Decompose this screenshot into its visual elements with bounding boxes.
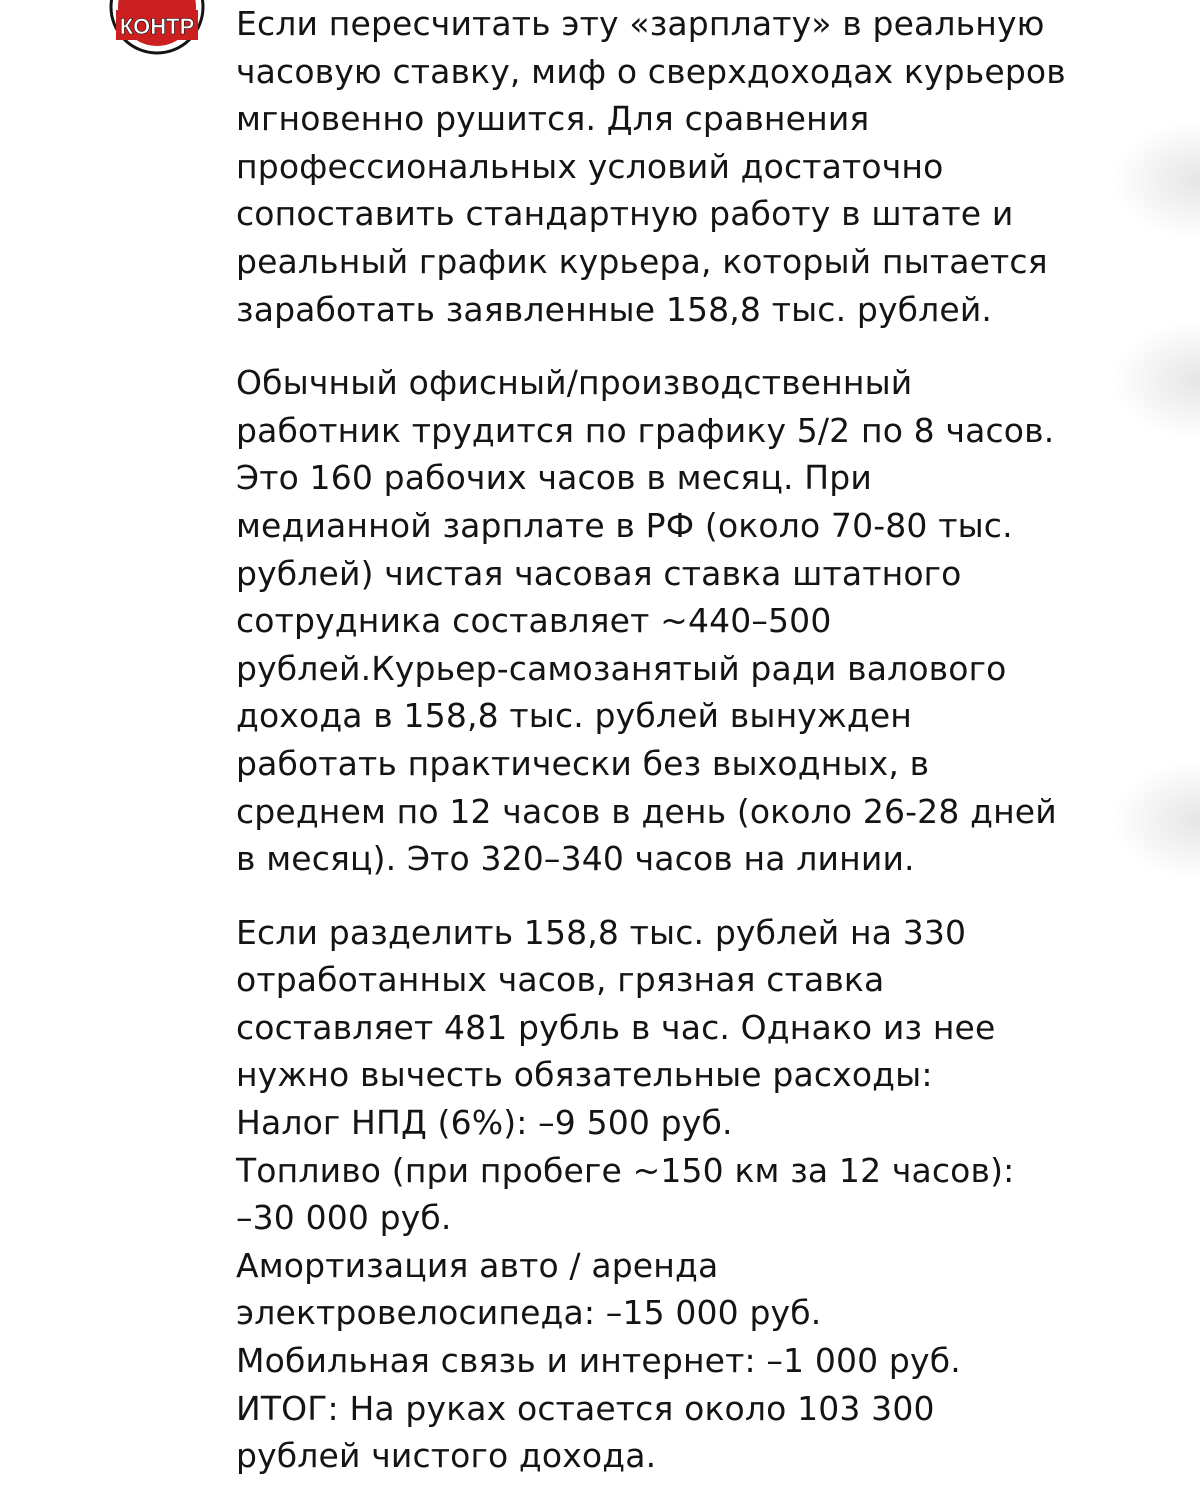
text-line: Амортизация авто / аренда bbox=[236, 1245, 719, 1285]
text-line: дохода в 158,8 тыс. рублей вынужден bbox=[236, 696, 912, 736]
text-line: нужно вычесть обязательные расходы: bbox=[236, 1055, 933, 1095]
text-line: составляет 481 рубль в час. Однако из нее bbox=[236, 1007, 996, 1047]
text-line: профессиональных условий достаточно bbox=[236, 146, 944, 186]
text-line: заработать заявленные 158,8 тыс. рублей. bbox=[236, 289, 993, 329]
paragraph-2 bbox=[236, 359, 1116, 883]
avatar-logo-text: КОНТР bbox=[119, 14, 195, 39]
text-line: в месяц). Это 320–340 часов на линии. bbox=[236, 839, 915, 879]
text-line: рублей.Курьер-самозанятый ради валового bbox=[236, 648, 1007, 688]
text-line: работник трудится по графику 5/2 по 8 часов. bbox=[236, 410, 1055, 450]
text-line: рублей) чистая часовая ставка штатного bbox=[236, 553, 962, 593]
edge-shadow bbox=[1110, 320, 1200, 440]
text-line: отработанных часов, грязная ставка bbox=[236, 960, 885, 1000]
text-line: Топливо (при пробеге ~150 км за 12 часов): bbox=[236, 1150, 1015, 1190]
text-line: медианной зарплате в РФ (около 70-80 тыс. bbox=[236, 505, 1013, 545]
text-line: Если разделить 158,8 тыс. рублей на 330 bbox=[236, 912, 967, 952]
text-line: электровелосипеда: –15 000 руб. bbox=[236, 1293, 822, 1333]
post-text bbox=[236, 0, 1116, 1480]
text-line: реальный график курьера, который пытается bbox=[236, 241, 1048, 281]
text-line: сопоставить стандартную работу в штате и bbox=[236, 194, 1014, 234]
paragraph-1 bbox=[236, 0, 1116, 333]
channel-avatar[interactable] bbox=[108, 0, 206, 56]
text-line: –30 000 руб. bbox=[236, 1198, 452, 1238]
text-line: рублей чистого дохода. bbox=[236, 1436, 657, 1476]
text-line: Налог НПД (6%): –9 500 руб. bbox=[236, 1103, 733, 1143]
text-line: Если пересчитать эту «зарплату» в реальную bbox=[236, 4, 1045, 43]
edge-shadow bbox=[1110, 760, 1200, 880]
text-line: Мобильная связь и интернет: –1 000 руб. bbox=[236, 1341, 961, 1381]
text-line: сотрудника составляет ~440–500 bbox=[236, 601, 832, 641]
text-line: среднем по 12 часов в день (около 26-28 дней bbox=[236, 791, 1057, 831]
text-line: ИТОГ: На руках остается около 103 300 bbox=[236, 1388, 935, 1428]
text-line: Это 160 рабочих часов в месяц. При bbox=[236, 458, 872, 498]
text-line: работать практически без выходных, в bbox=[236, 743, 930, 783]
text-line: часовую ставку, миф о сверхдоходах курьеров bbox=[236, 51, 1066, 91]
edge-shadow bbox=[1110, 120, 1200, 240]
text-line: Обычный офисный/производственный bbox=[236, 363, 913, 403]
paragraph-3 bbox=[236, 909, 1116, 1480]
text-line: мгновенно рушится. Для сравнения bbox=[236, 99, 870, 139]
channel-logo-icon bbox=[108, 0, 206, 56]
